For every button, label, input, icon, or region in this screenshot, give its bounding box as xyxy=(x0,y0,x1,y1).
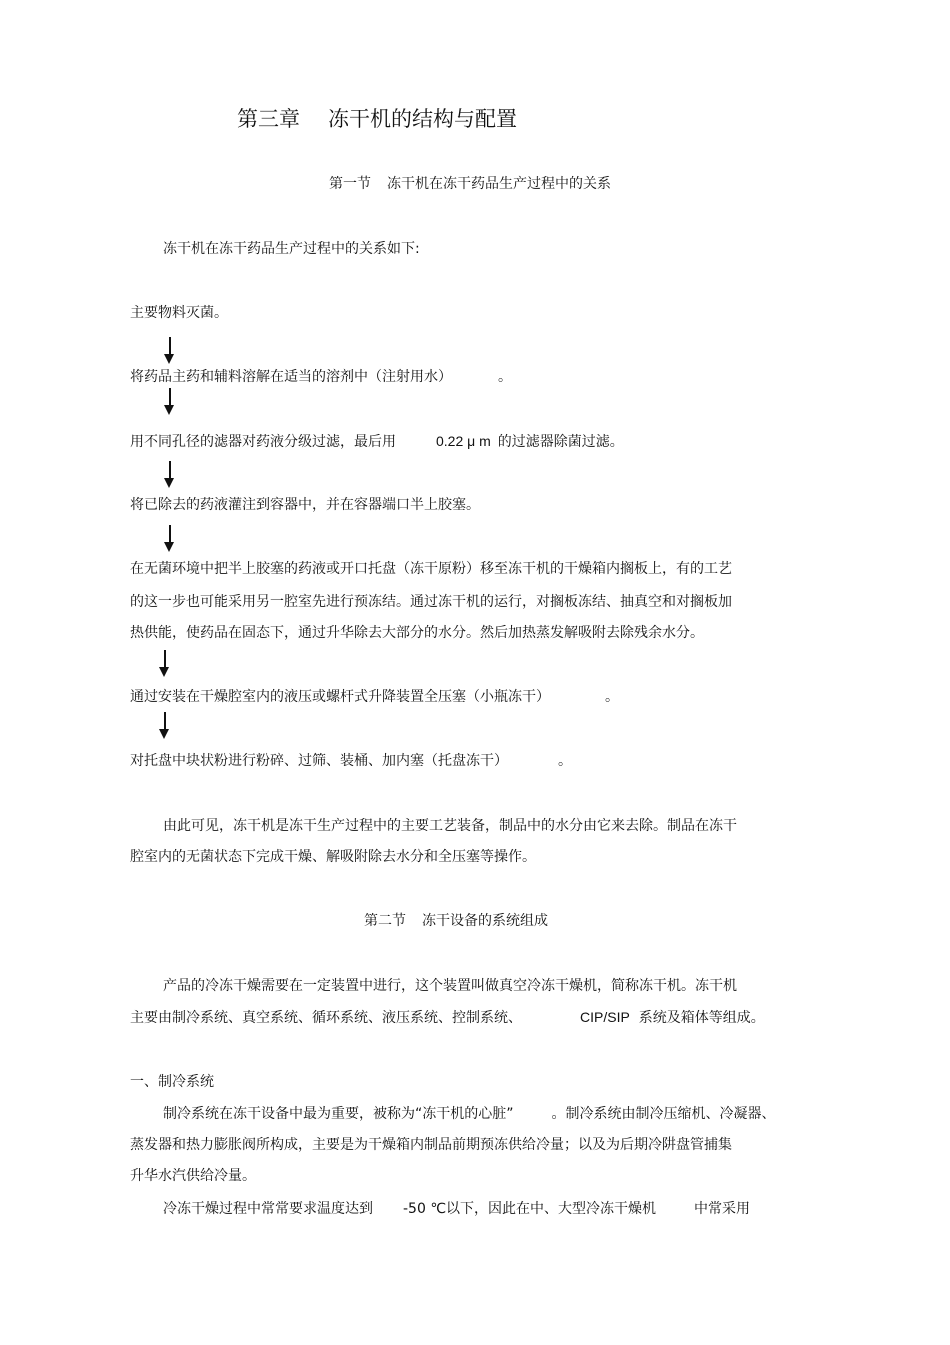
chapter-label: 第三章 xyxy=(237,107,300,131)
para-text: 制冷系统在冻干设备中最为重要，被称为“冻干机的心脏” xyxy=(163,1106,514,1122)
section-title: 冻干设备的系统组成 xyxy=(422,913,548,929)
flow-step-sterilize: 主要物料灭菌。 xyxy=(130,305,228,321)
refrigeration-para1-line1 xyxy=(163,1105,776,1123)
refrigeration-para2-line1 xyxy=(163,1200,750,1218)
para-text: 中常采用 xyxy=(694,1201,751,1217)
step-text: 对托盘中块状粉进行粉碎、过筛、装桶、加内塞（托盘冻干） xyxy=(130,753,508,769)
flow-step-fill: 将已除去的药液灌注到容器中，并在容器端口半上胶塞。 xyxy=(130,497,480,513)
down-arrow-icon xyxy=(164,337,176,365)
flow-step-tray-process xyxy=(130,752,572,770)
refrigeration-para1-line3: 升华水汽供给冷量。 xyxy=(130,1168,256,1184)
system-intro-line1: 产品的冷冻干燥需要在一定装置中进行，这个装置叫做真空冷冻干燥机，简称冻干机。冻干机 xyxy=(163,978,737,994)
flow-step-stopper xyxy=(130,688,619,706)
step-period: 。 xyxy=(498,369,512,385)
flow-step-dissolve xyxy=(130,368,512,386)
temperature-text: -50 ℃以下，因此在中、大型冷冻干燥机 xyxy=(403,1201,657,1217)
flow-step-filter xyxy=(130,432,624,451)
conclusion-line1: 由此可见，冻干机是冻干生产过程中的主要工艺装备，制品中的水分由它来去除。制品在冻干 xyxy=(163,818,737,834)
step-text: 用不同孔径的滤器对药液分级过滤，最后用 xyxy=(130,434,396,450)
section-heading-2 xyxy=(364,912,548,930)
flow-step-freeze-dry-line2: 的这一步也可能采用另一腔室先进行预冻结。通过冻干机的运行，对搁板冻结、抽真空和对搁板加 xyxy=(130,594,732,610)
step-period: 。 xyxy=(558,753,572,769)
down-arrow-icon xyxy=(159,650,171,678)
refrigeration-para1-line2: 蒸发器和热力膨胀阀所构成，主要是为干燥箱内制品前期预冻供给冷量；以及为后期冷阱盘管捕集 xyxy=(130,1137,732,1153)
cip-sip-label: CIP/SIP xyxy=(580,1009,630,1025)
down-arrow-icon xyxy=(164,388,176,416)
section-label: 第二节 xyxy=(364,913,406,929)
step-text: 通过安装在干燥腔室内的液压或螺杆式升降装置全压塞（小瓶冻干） xyxy=(130,689,550,705)
intro-paragraph: 冻干机在冻干药品生产过程中的关系如下: xyxy=(163,241,420,257)
step-text: 将药品主药和辅料溶解在适当的溶剂中（注射用水） xyxy=(130,369,452,385)
system-intro-line2 xyxy=(130,1008,765,1027)
step-period: 。 xyxy=(605,689,619,705)
down-arrow-icon xyxy=(159,712,171,740)
section-heading-1 xyxy=(329,175,611,193)
step-text: 的过滤器除菌过滤。 xyxy=(497,434,624,450)
flow-step-freeze-dry-line1: 在无菌环境中把半上胶塞的药液或开口托盘（冻干原粉）移至冻干机的干燥箱内搁板上，有的工艺 xyxy=(130,561,732,577)
section-label: 第一节 xyxy=(329,176,371,192)
conclusion-line2: 腔室内的无菌状态下完成干燥、解吸附除去水分和全压塞等操作。 xyxy=(130,849,536,865)
flow-step-freeze-dry-line3: 热供能，使药品在固态下，通过升华除去大部分的水分。然后加热蒸发解吸附去除残余水分。 xyxy=(130,625,704,641)
chapter-name: 冻干机的结构与配置 xyxy=(328,107,517,131)
system-text: 主要由制冷系统、真空系统、循环系统、液压系统、控制系统、 xyxy=(130,1010,522,1026)
para-text: 。制冷系统由制冷压缩机、冷凝器、 xyxy=(551,1106,776,1122)
down-arrow-icon xyxy=(164,461,176,489)
chapter-title xyxy=(237,106,517,132)
para-text: 冷冻干燥过程中常常要求温度达到 xyxy=(163,1201,373,1217)
filter-size: 0.22 μ m xyxy=(436,433,491,449)
down-arrow-icon xyxy=(164,525,176,553)
section-title: 冻干机在冻干药品生产过程中的关系 xyxy=(387,176,611,192)
subsection-heading-refrigeration: 一、制冷系统 xyxy=(130,1074,214,1090)
system-text: 系统及箱体等组成。 xyxy=(638,1010,765,1026)
